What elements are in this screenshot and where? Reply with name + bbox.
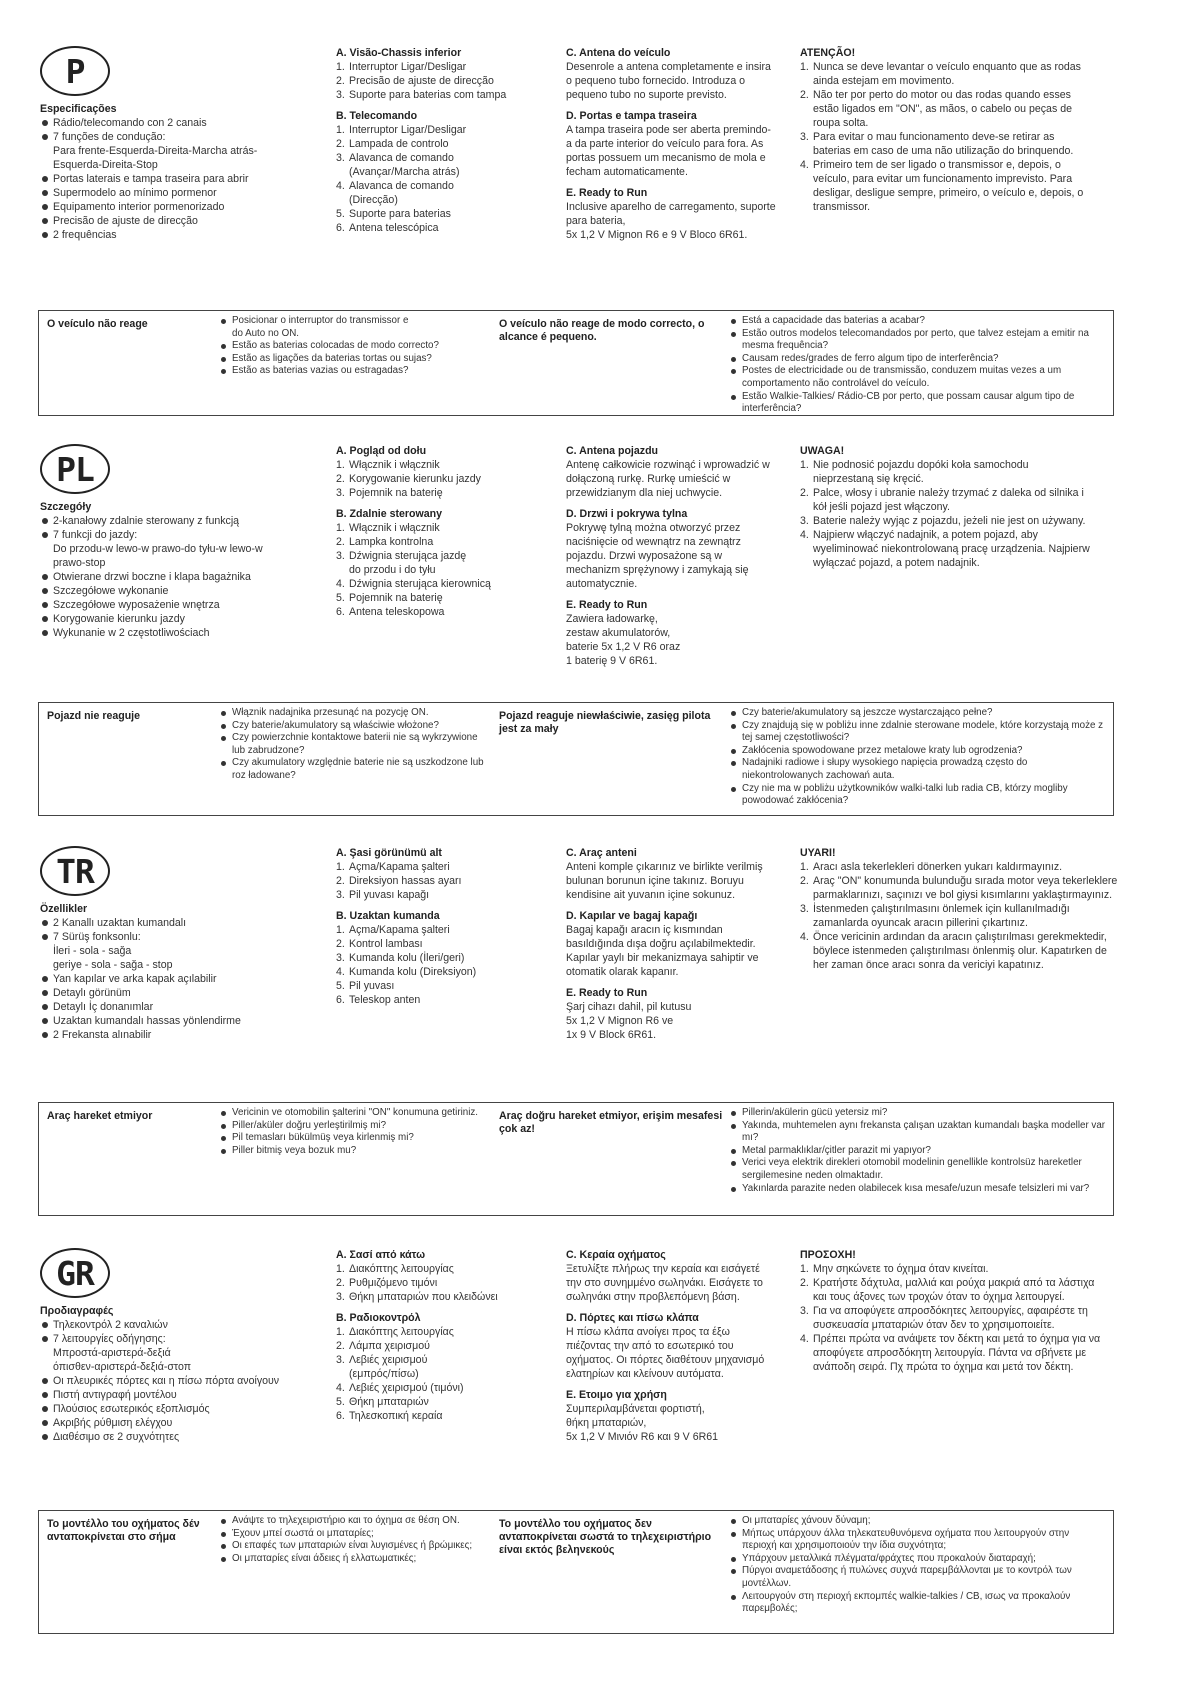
check-item: Οι μπαταρίες είναι άδειες ή ελλατωματικές; <box>219 1553 489 1566</box>
language-badge: GR <box>40 1248 110 1298</box>
chassis-item: 2. Ρυθμιζόμενο τιμόνι <box>336 1277 438 1289</box>
check-item: Piller/aküler doğru yerleştirilmiş mi? <box>219 1120 489 1133</box>
spec-item: Supermodelo ao mínimo pormenor <box>40 186 290 200</box>
check-item: Ανάψτε το τηλεχειριστήριο και το όχημα σε θέση ON. <box>219 1515 489 1528</box>
spec-title: Προδιαγραφές <box>40 1305 114 1317</box>
spec-item: 2 Kanallı uzaktan kumandalı <box>40 916 290 930</box>
check-item: Pil temasları bükülmüş veya kirlenmiş mi? <box>219 1132 489 1145</box>
chassis-item: 2. Direksiyon hassas ayarı <box>336 875 462 887</box>
remote-item: 6. Τηλεσκοπική κεραία <box>336 1410 443 1422</box>
remote-item: 2. Lampka kontrolna <box>336 536 434 548</box>
spec-item: Πλούσιος εσωτερικός εξοπλισμός <box>40 1402 290 1416</box>
section-greek <box>0 1248 1188 1648</box>
remote-item: 4. Alavanca de comando (Direcção) <box>336 180 454 206</box>
remote-item: 4. Dźwignia sterująca kierownicą <box>336 578 491 590</box>
section-polish <box>0 444 1188 824</box>
spec-item: Οι πλευρικές πόρτες και η πίσω πόρτα ανοίγουν <box>40 1374 290 1388</box>
remote-item: 3. Λεβιές χειρισμού (εμπρός/πίσω) <box>336 1354 428 1380</box>
warning-item: 2. Araç "ON" konumunda bulunduğu sırada motor veya tekerleklere parmaklarınızı, saçınızı ve bol giysi kısımlarını yaklaştırmayınız. <box>800 875 1118 901</box>
parts-column <box>336 46 551 235</box>
check-item: Posicionar o interruptor do transmissor e do Auto no ON. <box>219 315 489 340</box>
check-item: Estão as ligações da baterias tortas ou sujas? <box>219 353 489 366</box>
spec-item: 7 λειτουργίες οδήγησης: Μπροστά-αριστερά-δεξιά όπισθεν-αριστερά-δεξιά-στοπ <box>40 1332 290 1374</box>
spec-item: Τηλεκοντρόλ 2 καναλιών <box>40 1318 290 1332</box>
spec-item: 7 funções de condução: Para frente-Esquerda-Direita-Marcha atrás-Esquerda-Direita-Stop <box>40 130 290 172</box>
antenna-text: Anteni komple çıkarınız ve birlikte verilmiş bulunan borunun içine takınız. Boruyu kendisine ait yuvanın içine sokunuz. <box>566 861 763 901</box>
language-badge: P <box>40 46 110 96</box>
check-item: Piller bitmiş veya bozuk mu? <box>219 1145 489 1158</box>
remote-item: 4. Λεβιές χειρισμού (τιμόνι) <box>336 1382 464 1394</box>
problem-label: O veículo não reage <box>47 318 148 330</box>
troubleshooting-box <box>38 702 1114 816</box>
remote-item: 5. Θήκη μπαταριών <box>336 1396 429 1408</box>
check-item: Włąznik nadajnika przesunąć na pozycję ON. <box>219 707 489 720</box>
problem-label: O veículo não reage de modo correcto, o alcance é pequeno. <box>499 318 705 343</box>
check-item: Nadajniki radiowe i słupy wysokiego napięcia prowadzą często do niekontrolowanych zachowań auta. <box>729 757 1104 782</box>
remote-title: B. Uzaktan kumanda <box>336 910 440 922</box>
check-item: Υπάρχουν μεταλλικά πλέγματα/φράχτες που προκαλούν διαταραχή; <box>729 1553 1104 1566</box>
check-item: Metal parmaklıklar/çitler parazit mi yapıyor? <box>729 1145 1107 1158</box>
chassis-title: A. Pogląd od dołu <box>336 445 427 457</box>
problem-label: Το μοντέλλο του οχήματος δεν ανταποκρίνεται σωστά το τηλεχειριστήριο είναι εκτός βεληνεκούς <box>499 1518 712 1556</box>
ready-text: Zawiera ładowarkę, zestaw akumulatorów, baterie 5x 1,2 V R6 oraz 1 baterię 9 V 6R61. <box>566 613 681 667</box>
warning-column <box>800 444 1090 570</box>
chassis-item: 3. Θήκη μπαταριών που κλειδώνει <box>336 1291 498 1303</box>
antenna-title: C. Antena pojazdu <box>566 445 659 457</box>
check-item: Postes de electricidade ou de transmissão, conduzem muitas vezes a um comportamento não controlável do veículo. <box>729 365 1104 390</box>
check-item: Έχουν μπεί σωστά οι μπαταρίες; <box>219 1528 489 1541</box>
doors-title: D. Πόρτες και πίσω κλάπα <box>566 1312 699 1324</box>
remote-item: 5. Suporte para baterias <box>336 208 451 220</box>
remote-title: B. Zdalnie sterowany <box>336 508 442 520</box>
remote-item: 1. Włącznik i włącznik <box>336 522 440 534</box>
warning-item: 3. Baterie należy wyjąc z pojazdu, jeżeli nie jest on używany. <box>800 515 1086 527</box>
doors-text: Bagaj kapağı aracın iç kısmından basıldığında dışa doğru açılabilmektedir. Kapılar yaylı bir mekanizmaya sahiptir ve otomatik olarak kapanır. <box>566 924 759 978</box>
chassis-item: 1. Açma/Kapama şalteri <box>336 861 450 873</box>
parts-column <box>336 444 551 619</box>
remote-title: B. Telecomando <box>336 110 418 122</box>
section-turkish <box>0 846 1188 1226</box>
language-badge: PL <box>40 444 110 494</box>
doors-text: Η πίσω κλάπα ανοίγει προς τα έξω πιέζοντας την από το εσωτερικό του οχήματος. Οι πόρτες διαθέτουν μηχανισμό ελατηρίων και κλείνουν αυτόματα. <box>566 1326 765 1380</box>
problem-checks <box>729 1107 1107 1195</box>
remote-item: 6. Antena telescópica <box>336 222 439 234</box>
remote-item: 2. Λάμπα χειρισμού <box>336 1340 430 1352</box>
remote-item: 2. Lampada de controlo <box>336 138 449 150</box>
doors-text: A tampa traseira pode ser aberta premindo-a da parte interior do veículo para fora. As portas possuem um mecanismo de mola e fecham automaticamente. <box>566 124 771 178</box>
check-item: Causam redes/grades de ferro algum tipo de interferência? <box>729 353 1104 366</box>
check-item: Estão as baterias vazias ou estragadas? <box>219 365 489 378</box>
problem-label: Araç doğru hareket etmiyor, erişim mesafesi çok az! <box>499 1110 723 1135</box>
check-item: Czy baterie/akumulatory są jeszcze wystarczająco pełne? <box>729 707 1104 720</box>
warning-title: UYARI! <box>800 847 836 859</box>
remote-item: 4. Kumanda kolu (Direksiyon) <box>336 966 477 978</box>
spec-item: Rádio/telecomando con 2 canais <box>40 116 290 130</box>
doors-text: Pokrywę tylną można otworzyć przez naciśnięcie od wewnątrz na zewnątrz pojazdu. Drzwi wyposażone są w mechanizm sprężynowy i zamykają się automatycznie. <box>566 522 749 590</box>
check-item: Yakınlarda parazite neden olabilecek kısa mesafe/uzun mesafe telsizleri mi var? <box>729 1183 1107 1196</box>
specifications <box>40 102 290 242</box>
troubleshooting-box <box>38 1510 1114 1634</box>
spec-item: Szczegółowe wyposażenie wnętrza <box>40 598 290 612</box>
warning-item: 2. Κρατήστε δάχτυλα, μαλλιά και ρούχα μακριά από τα λάστιχα και τους άξονες των τροχών όταν το όχημα λειτουργεί. <box>800 1277 1095 1303</box>
spec-item: 2 frequências <box>40 228 290 242</box>
check-item: Czy powierzchnie kontaktowe baterii nie są wykrzywione lub zabrudzone? <box>219 732 489 757</box>
check-item: Czy nie ma w pobliżu użytkowników walki-talki lub radia CB, którzy mogliby powodować zakłócenia? <box>729 783 1104 808</box>
specifications <box>40 902 290 1042</box>
check-item: Czy znajdują się w pobliżu inne zdalnie sterowane modele, które korzystają może z tej samej częstotliwości? <box>729 720 1104 745</box>
antenna-text: Antenę całkowicie rozwinąć i wprowadzić w dołączoną rurkę. Rurkę umieścić w przewidzianym dla niej uchwycie. <box>566 459 770 499</box>
chassis-item: 2. Korygowanie kierunku jazdy <box>336 473 481 485</box>
warning-title: ATENÇÃO! <box>800 47 856 59</box>
check-item: Czy baterie/akumulatory są właściwie włożone? <box>219 720 489 733</box>
remote-item: 1. Interruptor Ligar/Desligar <box>336 124 467 136</box>
antenna-title: C. Araç anteni <box>566 847 637 859</box>
spec-item: 7 Sürüş fonksonlu: İleri - sola - sağa geriye - sola - sağa - stop <box>40 930 290 972</box>
problem-label: Pojazd reaguje niewłaściwie, zasięg pilota jest za mały <box>499 710 711 735</box>
problem-label: Pojazd nie reaguje <box>47 710 141 722</box>
spec-item: 2-kanałowy zdalnie sterowany z funkcją <box>40 514 290 528</box>
spec-item: Korygowanie kierunku jazdy <box>40 612 290 626</box>
spec-item: Uzaktan kumandalı hassas yönlendirme <box>40 1014 290 1028</box>
warning-item: 1. Μην σηκώνετε το όχημα όταν κινείται. <box>800 1263 989 1275</box>
spec-item: Equipamento interior pormenorizado <box>40 200 290 214</box>
ready-text: Συμπεριλαμβάνεται φορτιστή, θήκη μπαταριών, 5x 1,2 V Μινιόν R6 και 9 V 6R61 <box>566 1403 719 1443</box>
remote-item: 3. Dźwignia sterująca jazdę do przodu i do tyłu <box>336 550 467 576</box>
problem-checks <box>219 1515 489 1565</box>
warning-item: 1. Nie podnosić pojazdu dopóki koła samochodu nieprzestaną się kręcić. <box>800 459 1029 485</box>
check-item: Λειτουργούν στη περιοχή εκπομπές walkie-talkies / CB, ισως να προκαλούν παρεμβολές; <box>729 1591 1104 1616</box>
chassis-title: A. Şasi görünümü alt <box>336 847 442 859</box>
vehicle-column <box>566 846 776 1042</box>
remote-item: 2. Kontrol lambası <box>336 938 423 950</box>
check-item: Czy akumulatory względnie baterie nie są uszkodzone lub roz ładowane? <box>219 757 489 782</box>
remote-item: 3. Alavanca de comando (Avançar/Marcha atrás) <box>336 152 460 178</box>
spec-item: Detaylı görünüm <box>40 986 290 1000</box>
check-item: Οι μπαταρίες χάνουν δύναμη; <box>729 1515 1104 1528</box>
vehicle-column <box>566 1248 776 1444</box>
spec-item: Otwierane drzwi boczne i klapa bagażnika <box>40 570 290 584</box>
troubleshooting-box <box>38 1102 1114 1216</box>
spec-item: 7 funkcji do jazdy: Do przodu-w lewo-w prawo-do tyłu-w lewo-w prawo-stop <box>40 528 290 570</box>
chassis-title: A. Visão-Chassis inferior <box>336 47 462 59</box>
check-item: Οι επαφές των μπαταριών είναι λυγισμένες ή βρώμικες; <box>219 1540 489 1553</box>
check-item: Estão Walkie-Talkies/ Rádio-CB por perto, que possam causar algum tipo de interferência? <box>729 391 1104 416</box>
warning-item: 2. Não ter por perto do motor ou das rodas quando esses estão ligados em "ON", as mãos, o cabelo ou peças de roupa solta. <box>800 89 1072 129</box>
vehicle-column <box>566 46 776 242</box>
ready-title: E. Ready to Run <box>566 187 648 199</box>
chassis-item: 2. Precisão de ajuste de direcção <box>336 75 494 87</box>
remote-title: B. Ραδιοκοντρόλ <box>336 1312 421 1324</box>
warning-item: 3. Para evitar o mau funcionamento deve-se retirar as baterias em caso de uma não utilização do brinquendo. <box>800 131 1074 157</box>
ready-text: Şarj cihazı dahil, pil kutusu 5x 1,2 V Mignon R6 ve 1x 9 V Block 6R61. <box>566 1001 692 1041</box>
chassis-item: 3. Suporte para baterias com tampa <box>336 89 507 101</box>
check-item: Πύργοι αναμετάδοσης ή πυλώνες συχνά παρεμβάλλονται με το κοντρόλ των μοντέλλων. <box>729 1565 1104 1590</box>
problem-checks <box>729 315 1104 416</box>
warning-item: 1. Aracı asla tekerlekleri dönerken yukarı kaldırmayınız. <box>800 861 1063 873</box>
language-badge: TR <box>40 846 110 896</box>
warning-item: 2. Palce, włosy i ubranie należy trzymać z daleka od silnika i kół jeśli pojazd jest włączony. <box>800 487 1084 513</box>
spec-item: Precisão de ajuste de direcção <box>40 214 290 228</box>
spec-title: Especificações <box>40 103 117 115</box>
check-item: Yakında, muhtemelen aynı frekansta çalışan uzaktan kumandalı başka modeller var mı? <box>729 1120 1107 1145</box>
section-portuguese <box>0 46 1188 426</box>
antenna-title: C. Antena do veículo <box>566 47 671 59</box>
chassis-title: A. Σασί από κάτω <box>336 1249 426 1261</box>
warning-item: 4. Πρέπει πρώτα να ανάψετε τον δέκτη και μετά το όχημα για να αποφύγετε απροσδόκητη λειτουργία. Πάντα να σβήνετε με ανάποδη σειρά. Πχ πρώτα το όχημα και μετά τον δέκτη. <box>800 1333 1101 1373</box>
remote-item: 1. Διακόπτης λειτουργίας <box>336 1326 454 1338</box>
warning-column <box>800 1248 1110 1374</box>
check-item: Verici veya elektrik direkleri otomobil modelinin genellikle kontrolsüz hareketler sergilemesine neden olmaktadır. <box>729 1157 1107 1182</box>
remote-item: 5. Pil yuvası <box>336 980 395 992</box>
chassis-item: 3. Pojemnik na baterię <box>336 487 443 499</box>
check-item: Pillerin/akülerin gücü yetersiz mi? <box>729 1107 1107 1120</box>
specifications <box>40 500 290 640</box>
doors-title: D. Kapılar ve bagaj kapağı <box>566 910 698 922</box>
warning-title: UWAGA! <box>800 445 845 457</box>
antenna-text: Desenrole a antena completamente e insira o pequeno tubo fornecido. Introduza o pequeno tubo no suporte previsto. <box>566 61 771 101</box>
warning-item: 3. İstenmeden çalıştırılmasını önlemek için kullanılmadığı zamanlarda oyuncak aracın pillerini çıkartınız. <box>800 903 1070 929</box>
warning-item: 4. Najpierw włączyć nadajnik, a potem pojazd, aby wyeliminować niekontrolowaną pracę urządzenia. Najpierw wyłączać pojazd, a potem nadajnik. <box>800 529 1090 569</box>
parts-column <box>336 846 551 1007</box>
spec-title: Özellikler <box>40 903 88 915</box>
chassis-item: 1. Włącznik i włącznik <box>336 459 440 471</box>
ready-title: E. Ετοιμο για χρήση <box>566 1389 667 1401</box>
ready-title: E. Ready to Run <box>566 599 648 611</box>
ready-title: E. Ready to Run <box>566 987 648 999</box>
check-item: Vericinin ve otomobilin şalterini "ON" konumuna getiriniz. <box>219 1107 489 1120</box>
remote-item: 6. Teleskop anten <box>336 994 421 1006</box>
check-item: Zakłócenia spowodowane przez metalowe kraty lub ogrodzenia? <box>729 745 1104 758</box>
doors-title: D. Drzwi i pokrywa tylna <box>566 508 688 520</box>
check-item: Estão outros modelos telecomandados por perto, que talvez estejam a emitir na mesma frequência? <box>729 328 1104 353</box>
problem-checks <box>219 707 489 783</box>
warning-column <box>800 46 1090 214</box>
remote-item: 3. Kumanda kolu (İleri/geri) <box>336 952 465 964</box>
warning-column <box>800 846 1122 972</box>
spec-item: 2 Frekansta alınabilir <box>40 1028 290 1042</box>
spec-item: Wykunanie w 2 częstotliwościach <box>40 626 290 640</box>
warning-item: 4. Primeiro tem de ser ligado o transmissor e, depois, o veículo, para evitar um funcionamento imprevisto. Para desligar, desligue sempre, primeiro, o veículo e, depois, o transmissor. <box>800 159 1084 213</box>
problem-checks <box>219 1107 489 1157</box>
chassis-item: 1. Interruptor Ligar/Desligar <box>336 61 467 73</box>
spec-item: Detaylı İç donanımlar <box>40 1000 290 1014</box>
spec-item: Ακριβής ρύθμιση ελέγχου <box>40 1416 290 1430</box>
warning-item: 1. Nunca se deve levantar o veículo enquanto que as rodas ainda estejam em movimento. <box>800 61 1081 87</box>
problem-label: Araç hareket etmiyor <box>47 1110 153 1122</box>
spec-item: Portas laterais e tampa traseira para abrir <box>40 172 290 186</box>
vehicle-column <box>566 444 776 668</box>
check-item: Estão as baterias colocadas de modo correcto? <box>219 340 489 353</box>
chassis-item: 3. Pil yuvası kapağı <box>336 889 430 901</box>
remote-item: 6. Antena teleskopowa <box>336 606 445 618</box>
check-item: Está a capacidade das baterias a acabar? <box>729 315 1104 328</box>
remote-item: 5. Pojemnik na baterię <box>336 592 443 604</box>
problem-checks <box>219 315 489 378</box>
problem-label: Το μοντέλλο του οχήματος δέν ανταποκρίνεται στο σήμα <box>47 1518 200 1543</box>
spec-item: Szczegółowe wykonanie <box>40 584 290 598</box>
warning-item: 3. Για να αποφύγετε απροσδόκητες λειτουργίες, αφαιρέστε τη συσκευασία μπαταριών όταν δεν το χρησιμοποιείτε. <box>800 1305 1088 1331</box>
problem-checks <box>729 707 1104 808</box>
warning-title: ΠΡΟΣΟΧΗ! <box>800 1249 856 1261</box>
parts-column <box>336 1248 551 1423</box>
problem-checks <box>729 1515 1104 1616</box>
spec-item: Πιστή αντιγραφή μοντέλου <box>40 1388 290 1402</box>
spec-title: Szczegóły <box>40 501 92 513</box>
chassis-item: 1. Διακόπτης λειτουργίας <box>336 1263 454 1275</box>
ready-text: Inclusive aparelho de carregamento, suporte para bateria, 5x 1,2 V Mignon R6 e 9 V Bloco 6R61. <box>566 201 776 241</box>
remote-item: 1. Açma/Kapama şalteri <box>336 924 450 936</box>
spec-item: Yan kapılar ve arka kapak açılabilir <box>40 972 290 986</box>
troubleshooting-box <box>38 310 1114 416</box>
warning-item: 4. Önce vericinin ardından da aracın çalıştırılması gerekmektedir, böylece istenmeden çalıştırılması önlenmiş olur. Kapatırken de her zaman önce aracı sonra da vericiyi kapatınız. <box>800 931 1107 971</box>
specifications <box>40 1304 290 1444</box>
antenna-text: Ξετυλίξτε πλήρως την κεραία και εισάγετέ την στο συνημμένο σωληνάκι. Εισάγετε το σωληνάκι στην προβλεπόμενη βάση. <box>566 1263 763 1303</box>
antenna-title: C. Κεραία οχήματος <box>566 1249 666 1261</box>
doors-title: D. Portas e tampa traseira <box>566 110 697 122</box>
check-item: Μήπως υπάρχουν άλλα τηλεκατευθυνόμενα οχήματα που λειτουργούν στην περιοχή και χρησιμοποιούν την ίδια συχνότητα; <box>729 1528 1104 1553</box>
spec-item: Διαθέσιμο σε 2 συχνότητες <box>40 1430 290 1444</box>
